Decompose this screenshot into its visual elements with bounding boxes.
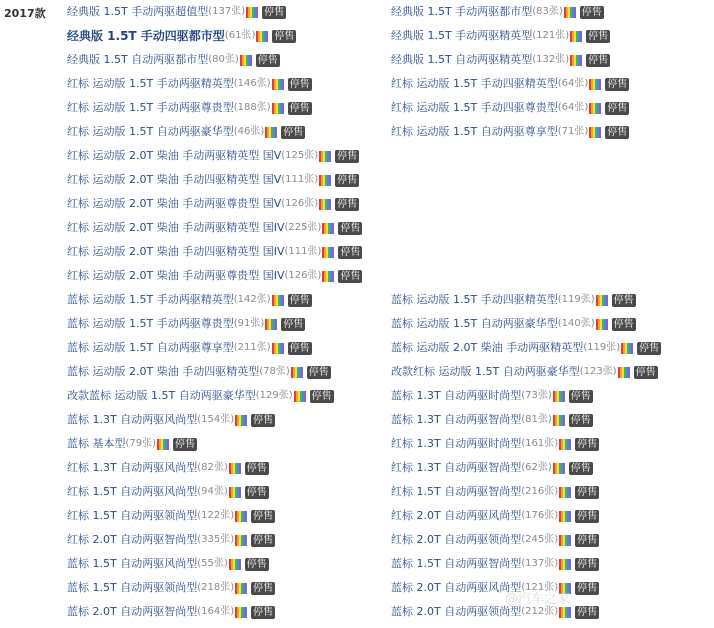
trim-name-link[interactable]: 经典版 1.5T 自动两驱精英型 xyxy=(391,53,533,66)
trim-entry xyxy=(391,556,599,572)
discontinued-badge: 停售 xyxy=(289,294,310,306)
trim-name-link[interactable]: 改款蓝标 运动版 1.5T 自动两驱豪华型 xyxy=(67,389,256,402)
discontinued-badge: 停售 xyxy=(289,78,310,90)
color-palette-icon[interactable] xyxy=(553,415,565,426)
trim-name-link[interactable]: 蓝标 运动版 2.0T 柴油 手动两驱精英型 xyxy=(391,341,584,354)
trim-name-link[interactable]: 红标 运动版 1.5T 手动两驱精英型 xyxy=(67,77,234,90)
trim-name-link[interactable]: 红标 1.5T 自动两驱领尚型 xyxy=(67,509,198,522)
color-palette-icon[interactable] xyxy=(229,463,241,474)
photo-count[interactable]: (82张) xyxy=(197,462,228,473)
trim-row xyxy=(67,436,712,460)
trim-list xyxy=(67,4,712,628)
trim-name-link[interactable]: 红标 1.3T 自动两驱风尚型 xyxy=(67,461,198,474)
discontinued-badge: 停售 xyxy=(246,558,267,570)
trim-name-link[interactable]: 红标 2.0T 自动两驱风尚型 xyxy=(391,509,522,522)
photo-count[interactable]: (121张) xyxy=(521,582,559,593)
trim-name-link[interactable]: 红标 运动版 1.5T 自动两驱豪华型 xyxy=(67,125,234,138)
photo-count[interactable]: (111张) xyxy=(284,246,322,257)
discontinued-badge: 停售 xyxy=(308,366,329,378)
trim-row xyxy=(67,460,712,484)
trim-name-link[interactable]: 蓝标 运动版 1.5T 手动两驱精英型 xyxy=(67,293,234,306)
discontinued-badge: 停售 xyxy=(253,414,274,426)
trim-name-link[interactable]: 红标 运动版 2.0T 柴油 手动四驱精英型 国V xyxy=(67,173,282,186)
color-palette-icon[interactable] xyxy=(229,559,241,570)
color-palette-icon[interactable] xyxy=(319,175,331,186)
trim-entry xyxy=(67,388,334,404)
color-palette-icon[interactable] xyxy=(229,487,241,498)
trim-row xyxy=(67,268,712,292)
color-palette-icon[interactable] xyxy=(559,487,571,498)
trim-entry xyxy=(67,604,275,620)
discontinued-badge: 停售 xyxy=(607,102,628,114)
photo-count[interactable]: (46张) xyxy=(233,126,265,137)
trim-name-link[interactable]: 经典版 1.5T 手动四驱都市型 xyxy=(67,29,225,43)
discontinued-badge: 停售 xyxy=(337,150,358,162)
trim-entry xyxy=(391,340,661,356)
trim-entry xyxy=(391,292,636,308)
photo-count[interactable]: (62张) xyxy=(521,462,552,473)
discontinued-badge: 停售 xyxy=(289,342,310,354)
trim-entry xyxy=(391,388,593,404)
trim-entry xyxy=(391,532,599,548)
trim-entry xyxy=(391,52,610,68)
photo-count[interactable]: (123张) xyxy=(579,366,617,377)
trim-row xyxy=(67,4,712,28)
photo-count[interactable]: (161张) xyxy=(521,438,559,449)
model-year-label: 2017款 xyxy=(4,7,46,20)
photo-count[interactable]: (121张) xyxy=(532,30,570,41)
photo-count[interactable]: (94张) xyxy=(197,486,228,497)
color-palette-icon[interactable] xyxy=(570,31,582,42)
photo-count[interactable]: (142张) xyxy=(233,294,271,305)
trim-entry xyxy=(67,196,359,212)
trim-entry xyxy=(67,52,280,68)
trim-entry xyxy=(67,340,312,356)
photo-count[interactable]: (64张) xyxy=(557,102,589,113)
trim-name-link[interactable]: 红标 1.3T 自动两驱智尚型 xyxy=(391,461,522,474)
trim-entry xyxy=(391,508,599,524)
trim-entry xyxy=(391,124,629,140)
color-palette-icon[interactable] xyxy=(319,151,331,162)
discontinued-badge: 停售 xyxy=(253,510,274,522)
color-palette-icon[interactable] xyxy=(265,319,277,330)
trim-entry xyxy=(391,28,610,44)
trim-row xyxy=(67,28,712,52)
trim-entry xyxy=(67,508,275,524)
photo-count[interactable]: (79张) xyxy=(125,438,157,449)
trim-entry xyxy=(67,292,312,308)
trim-name-link[interactable]: 经典版 1.5T 手动两驱都市型 xyxy=(391,5,533,18)
color-palette-icon[interactable] xyxy=(291,367,303,378)
discontinued-badge: 停售 xyxy=(607,78,628,90)
trim-name-link[interactable]: 红标 1.5T 自动两驱风尚型 xyxy=(67,485,198,498)
trim-entry xyxy=(67,172,359,188)
color-palette-icon[interactable] xyxy=(235,511,247,522)
trim-name-link[interactable]: 蓝标 2.0T 自动两驱智尚型 xyxy=(67,605,198,618)
discontinued-badge: 停售 xyxy=(175,438,196,450)
photo-count[interactable]: (126张) xyxy=(281,198,319,209)
discontinued-badge: 停售 xyxy=(570,462,591,474)
trim-entry xyxy=(391,4,604,20)
photo-count[interactable]: (78张) xyxy=(259,366,290,377)
trim-name-link[interactable]: 经典版 1.5T 手动两驱超值型 xyxy=(67,5,209,18)
color-palette-icon[interactable] xyxy=(246,7,258,18)
trim-entry xyxy=(391,484,599,500)
discontinued-badge: 停售 xyxy=(311,390,332,402)
photo-count[interactable]: (335张) xyxy=(197,534,235,545)
trim-entry xyxy=(391,412,593,428)
photo-count[interactable]: (212张) xyxy=(521,606,559,617)
discontinued-badge: 停售 xyxy=(570,390,591,402)
trim-entry xyxy=(67,148,359,164)
discontinued-badge: 停售 xyxy=(289,102,310,114)
trim-row xyxy=(67,292,712,316)
discontinued-badge: 停售 xyxy=(635,366,656,378)
color-palette-icon[interactable] xyxy=(553,463,565,474)
color-palette-icon[interactable] xyxy=(272,103,284,114)
trim-name-link[interactable]: 蓝标 2.0T 自动两驱风尚型 xyxy=(391,581,522,594)
trim-row xyxy=(67,220,712,244)
color-palette-icon[interactable] xyxy=(559,607,571,618)
trim-name-link[interactable]: 红标 2.0T 自动两驱智尚型 xyxy=(67,533,198,546)
discontinued-badge: 停售 xyxy=(607,126,628,138)
color-palette-icon[interactable] xyxy=(618,367,630,378)
color-palette-icon[interactable] xyxy=(589,103,601,114)
trim-name-link[interactable]: 蓝标 1.3T 自动两驱时尚型 xyxy=(391,389,522,402)
color-palette-icon[interactable] xyxy=(564,7,576,18)
color-palette-icon[interactable] xyxy=(322,247,334,258)
discontinued-badge: 停售 xyxy=(340,222,361,234)
trim-name-link[interactable]: 蓝标 运动版 1.5T 手动四驱精英型 xyxy=(391,293,558,306)
discontinued-badge: 停售 xyxy=(639,342,660,354)
trim-entry xyxy=(391,100,629,116)
discontinued-badge: 停售 xyxy=(283,318,304,330)
trim-entry xyxy=(67,244,362,260)
trim-row xyxy=(67,364,712,388)
trim-row xyxy=(67,340,712,364)
trim-row xyxy=(67,76,712,100)
photo-count[interactable]: (225张) xyxy=(284,222,322,233)
color-palette-icon[interactable] xyxy=(235,583,247,594)
trim-entry xyxy=(67,532,275,548)
trim-name-link[interactable]: 红标 运动版 1.5T 手动两驱尊贵型 xyxy=(67,101,234,114)
trim-entry xyxy=(67,4,286,20)
photo-count[interactable]: (137张) xyxy=(208,6,246,17)
discontinued-badge: 停售 xyxy=(253,606,274,618)
trim-entry xyxy=(67,100,312,116)
discontinued-badge: 停售 xyxy=(577,510,598,522)
color-palette-icon[interactable] xyxy=(272,295,284,306)
color-palette-icon[interactable] xyxy=(265,127,277,138)
trim-row xyxy=(67,484,712,508)
trim-entry xyxy=(67,556,269,572)
trim-row xyxy=(67,196,712,220)
trim-row xyxy=(67,508,712,532)
trim-entry xyxy=(67,316,305,332)
trim-name-link[interactable]: 经典版 1.5T 手动两驱精英型 xyxy=(391,29,533,42)
discontinued-badge: 停售 xyxy=(337,198,358,210)
trim-row xyxy=(67,172,712,196)
photo-count[interactable]: (73张) xyxy=(521,390,552,401)
color-palette-icon[interactable] xyxy=(570,55,582,66)
discontinued-badge: 停售 xyxy=(613,318,634,330)
trim-name-link[interactable]: 蓝标 1.5T 自动两驱领尚型 xyxy=(67,581,198,594)
color-palette-icon[interactable] xyxy=(621,343,633,354)
trim-name-link[interactable]: 蓝标 运动版 1.5T 自动两驱尊享型 xyxy=(67,341,234,354)
photo-count[interactable]: (176张) xyxy=(521,510,559,521)
photo-count[interactable]: (122张) xyxy=(197,510,235,521)
trim-name-link[interactable]: 蓝标 运动版 2.0T 柴油 手动四驱精英型 xyxy=(67,365,260,378)
color-palette-icon[interactable] xyxy=(235,415,247,426)
trim-entry xyxy=(67,76,312,92)
discontinued-badge: 停售 xyxy=(577,486,598,498)
photo-count[interactable]: (245张) xyxy=(521,534,559,545)
trim-entry xyxy=(391,76,629,92)
color-palette-icon[interactable] xyxy=(240,55,252,66)
discontinued-badge: 停售 xyxy=(577,534,598,546)
discontinued-badge: 停售 xyxy=(577,582,598,594)
color-palette-icon[interactable] xyxy=(589,79,601,90)
trim-row xyxy=(67,412,712,436)
trim-row xyxy=(67,388,712,412)
photo-count[interactable]: (111张) xyxy=(281,174,319,185)
photo-count[interactable]: (188张) xyxy=(233,102,271,113)
trim-row xyxy=(67,52,712,76)
trim-name-link[interactable]: 改款红标 运动版 1.5T 自动两驱豪华型 xyxy=(391,365,580,378)
photo-count[interactable]: (81张) xyxy=(521,414,552,425)
trim-entry xyxy=(391,316,636,332)
trim-name-link[interactable]: 红标 运动版 2.0T 柴油 手动两驱精英型 国V xyxy=(67,149,282,162)
discontinued-badge: 停售 xyxy=(570,414,591,426)
trim-entry xyxy=(391,460,593,476)
trim-entry xyxy=(67,484,269,500)
color-palette-icon[interactable] xyxy=(322,271,334,282)
photo-count[interactable]: (218张) xyxy=(197,582,235,593)
discontinued-badge: 停售 xyxy=(253,534,274,546)
color-palette-icon[interactable] xyxy=(559,535,571,546)
photo-count[interactable]: (119张) xyxy=(557,294,595,305)
trim-row xyxy=(67,100,712,124)
color-palette-icon[interactable] xyxy=(559,439,571,450)
color-palette-icon[interactable] xyxy=(272,343,284,354)
trim-entry xyxy=(391,364,658,380)
photo-count[interactable]: (126张) xyxy=(284,270,322,281)
discontinued-badge: 停售 xyxy=(577,606,598,618)
trim-name-link[interactable]: 红标 运动版 2.0T 柴油 手动两驱尊贵型 国V xyxy=(67,197,282,210)
trim-name-link[interactable]: 红标 运动版 1.5T 手动四驱尊贵型 xyxy=(391,101,558,114)
photo-count[interactable]: (154张) xyxy=(197,414,235,425)
photo-count[interactable]: (137张) xyxy=(521,558,559,569)
trim-name-link[interactable]: 蓝标 1.3T 自动两驱风尚型 xyxy=(67,413,198,426)
trim-entry xyxy=(67,28,296,44)
photo-count[interactable]: (146张) xyxy=(233,78,271,89)
color-palette-icon[interactable] xyxy=(553,391,565,402)
color-palette-icon[interactable] xyxy=(322,223,334,234)
trim-name-link[interactable]: 蓝标 运动版 1.5T 手动两驱尊贵型 xyxy=(67,317,234,330)
discontinued-badge: 停售 xyxy=(613,294,634,306)
trim-entry xyxy=(67,436,197,452)
trim-name-link[interactable]: 红标 1.5T 自动两驱智尚型 xyxy=(391,485,522,498)
discontinued-badge: 停售 xyxy=(340,246,361,258)
trim-entry xyxy=(67,220,362,236)
watermark: @汽车之家 xyxy=(505,592,571,607)
photo-count[interactable]: (211张) xyxy=(233,342,271,353)
trim-entry xyxy=(391,436,599,452)
trim-name-link[interactable]: 蓝标 运动版 1.5T 自动两驱豪华型 xyxy=(391,317,558,330)
trim-name-link[interactable]: 红标 运动版 2.0T 柴油 手动两驱尊贵型 国IV xyxy=(67,269,285,282)
photo-count[interactable]: (140张) xyxy=(557,318,595,329)
color-palette-icon[interactable] xyxy=(235,535,247,546)
photo-count[interactable]: (91张) xyxy=(233,318,265,329)
photo-count[interactable]: (83张) xyxy=(532,6,563,17)
trim-name-link[interactable]: 蓝标 2.0T 自动两驱领尚型 xyxy=(391,605,522,618)
discontinued-badge: 停售 xyxy=(283,126,304,138)
color-palette-icon[interactable] xyxy=(596,295,608,306)
trim-row xyxy=(67,316,712,340)
trim-entry xyxy=(67,580,275,596)
discontinued-badge: 停售 xyxy=(577,438,598,450)
discontinued-badge: 停售 xyxy=(264,6,285,18)
trim-name-link[interactable]: 红标 2.0T 自动两驱领尚型 xyxy=(391,533,522,546)
photo-count[interactable]: (71张) xyxy=(557,126,589,137)
discontinued-badge: 停售 xyxy=(337,174,358,186)
trim-row xyxy=(67,556,712,580)
trim-row xyxy=(67,580,712,604)
color-palette-icon[interactable] xyxy=(294,391,306,402)
trim-name-link[interactable]: 红标 运动版 2.0T 柴油 手动两驱精英型 国IV xyxy=(67,221,285,234)
discontinued-badge: 停售 xyxy=(246,486,267,498)
trim-name-link[interactable]: 经典版 1.5T 自动两驱都市型 xyxy=(67,53,209,66)
trim-entry xyxy=(67,412,275,428)
discontinued-badge: 停售 xyxy=(274,30,295,42)
trim-name-link[interactable]: 红标 1.3T 自动两驱时尚型 xyxy=(391,437,522,450)
color-palette-icon[interactable] xyxy=(235,607,247,618)
photo-count[interactable]: (61张) xyxy=(224,30,256,41)
discontinued-badge: 停售 xyxy=(340,270,361,282)
photo-count[interactable]: (55张) xyxy=(197,558,228,569)
trim-entry xyxy=(67,460,269,476)
color-palette-icon[interactable] xyxy=(589,127,601,138)
color-palette-icon[interactable] xyxy=(256,31,268,42)
color-palette-icon[interactable] xyxy=(319,199,331,210)
photo-count[interactable]: (119张) xyxy=(583,342,621,353)
trim-entry xyxy=(67,124,305,140)
discontinued-badge: 停售 xyxy=(257,54,278,66)
discontinued-badge: 停售 xyxy=(588,54,609,66)
trim-name-link[interactable]: 红标 运动版 2.0T 柴油 手动四驱精英型 国IV xyxy=(67,245,285,258)
color-palette-icon[interactable] xyxy=(272,79,284,90)
trim-name-link[interactable]: 红标 运动版 1.5T 手动四驱精英型 xyxy=(391,77,558,90)
discontinued-badge: 停售 xyxy=(581,6,602,18)
photo-count[interactable]: (64张) xyxy=(557,78,589,89)
color-palette-icon[interactable] xyxy=(157,439,169,450)
trim-name-link[interactable]: 蓝标 1.5T 自动两驱智尚型 xyxy=(391,557,522,570)
discontinued-badge: 停售 xyxy=(588,30,609,42)
trim-name-link[interactable]: 蓝标 1.3T 自动两驱智尚型 xyxy=(391,413,522,426)
photo-count[interactable]: (125张) xyxy=(281,150,319,161)
discontinued-badge: 停售 xyxy=(246,462,267,474)
trim-row xyxy=(67,532,712,556)
trim-name-link[interactable]: 蓝标 1.5T 自动两驱风尚型 xyxy=(67,557,198,570)
trim-row xyxy=(67,124,712,148)
color-palette-icon[interactable] xyxy=(559,511,571,522)
photo-count[interactable]: (129张) xyxy=(255,390,293,401)
trim-name-link[interactable]: 红标 运动版 1.5T 自动两驱尊享型 xyxy=(391,125,558,138)
trim-row xyxy=(67,148,712,172)
photo-count[interactable]: (80张) xyxy=(208,54,239,65)
trim-entry xyxy=(67,268,362,284)
trim-entry xyxy=(67,364,331,380)
trim-row xyxy=(67,604,712,628)
photo-count[interactable]: (164张) xyxy=(197,606,235,617)
photo-count[interactable]: (216张) xyxy=(521,486,559,497)
trim-row xyxy=(67,244,712,268)
discontinued-badge: 停售 xyxy=(577,558,598,570)
discontinued-badge: 停售 xyxy=(253,582,274,594)
photo-count[interactable]: (132张) xyxy=(532,54,570,65)
color-palette-icon[interactable] xyxy=(559,559,571,570)
color-palette-icon[interactable] xyxy=(596,319,608,330)
trim-name-link[interactable]: 蓝标 基本型 xyxy=(67,437,126,450)
